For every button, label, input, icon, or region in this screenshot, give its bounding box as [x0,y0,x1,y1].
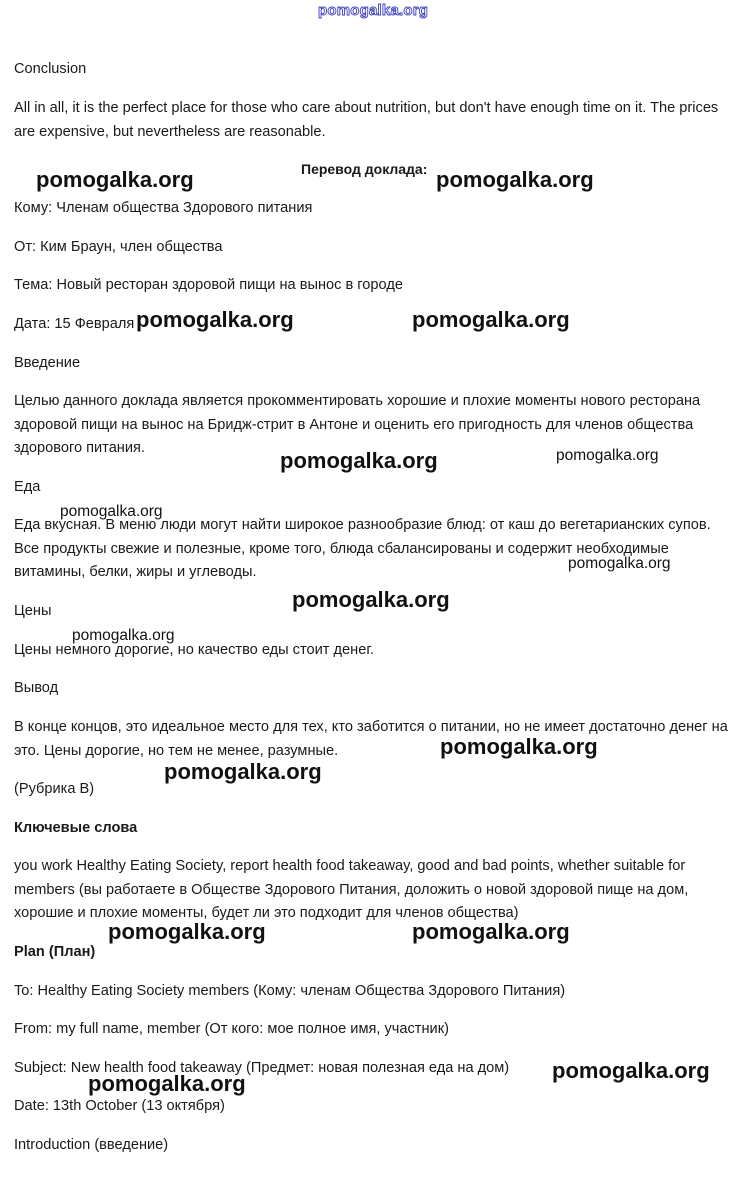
site-logo-watermark: pomogalka.org [318,2,429,19]
watermark: pomogalka.org [280,448,438,473]
translation-date: Дата: 15 Февраля [14,316,135,332]
translation-to: Кому: Членам общества Здорового питания [14,200,313,216]
watermark: pomogalka.org [440,734,598,759]
translation-from: От: Ким Браун, член общества [14,239,223,255]
watermark: pomogalka.org [136,307,294,332]
conclusion-text: All in all, it is the perfect place for those who care about nutrition, but don't have enough time on it. The prices are expensive, but nevertheless are reasonable. [14,100,719,140]
plan-subject: Subject: New health food takeaway (Предмет: новая полезная еда на дом) [14,1060,510,1076]
intro-text: Целью данного доклада является прокомментировать хорошие и плохие моменты нового ресторана здоровой пищи на вынос на Бридж-стрит в Антоне и оценить его пригодность для членов общества здорового питания. [14,393,701,456]
watermark: pomogalka.org [164,759,322,784]
watermark: pomogalka.org [552,1058,710,1083]
ru-conclusion-heading: Вывод [14,680,59,696]
watermark: pomogalka.org [568,555,671,572]
plan-heading: Plan (План) [14,944,96,960]
prices-heading: Цены [14,603,52,619]
watermark: pomogalka.org [556,447,659,464]
rubric-label: (Рубрика В) [14,781,95,797]
watermark: pomogalka.org [36,167,194,192]
watermark: pomogalka.org [292,587,450,612]
intro-heading: Введение [14,355,81,371]
plan-from: From: my full name, member (От кого: мое полное имя, участник) [14,1021,449,1037]
conclusion-heading: Conclusion [14,61,87,77]
plan-to: To: Healthy Eating Society members (Кому: членам Общества Здорового Питания) [14,983,566,999]
food-text: Еда вкусная. В меню люди могут найти широкое разнообразие блюд: от каш до вегетарианских супов. Все продукты свежие и полезные, кроме того, блюда сбалансированы и содержит необходимые витамины, белки, жиры и углеводы. [14,517,711,580]
watermark: pomogalka.org [108,919,266,944]
ru-conclusion-text: В конце концов, это идеальное место для тех, кто заботится о питании, но не имеет достаточно денег на это. Цены дорогие, но тем не менее, разумные. [14,719,728,759]
watermark: pomogalka.org [60,503,163,520]
plan-date: Date: 13th October (13 октября) [14,1098,225,1114]
translation-subject: Тема: Новый ресторан здоровой пищи на вынос в городе [14,277,403,293]
watermark: pomogalka.org [436,167,594,192]
plan-intro: Introduction (введение) [14,1137,169,1153]
watermark: pomogalka.org [72,627,175,644]
prices-text: Цены немного дорогие, но качество еды стоит денег. [14,642,374,658]
watermark: pomogalka.org [412,307,570,332]
food-heading: Еда [14,479,41,495]
watermark: pomogalka.org [88,1071,246,1096]
watermark: pomogalka.org [412,919,570,944]
translation-heading: Перевод доклада: [301,161,428,177]
keywords-heading: Ключевые слова [14,820,138,836]
keywords-text: you work Healthy Eating Society, report health food takeaway, good and bad points, whether suitable for members (вы работаете в Обществе Здорового Питания, доложить о новой здоровой пище на дом, хорошие и плохие моменты, будет ли это подходит для членов общества) [14,858,689,921]
